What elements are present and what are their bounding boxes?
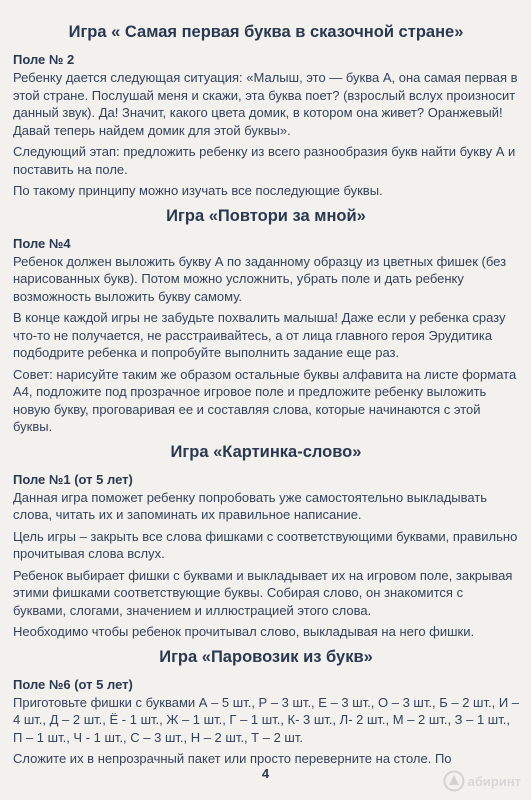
paragraph: Следующий этап: предложить ребенку из всего разнообразия букв найти букву А и поставить на поле. bbox=[13, 144, 516, 177]
paragraph: Совет: нарисуйте таким же образом остальные буквы алфавита на листе формата А4, подложите под прозрачное игровое поле и предложите ребенку выложить новую букву, проговаривая ее и составляя слова, которые начинаются с этой буквы. bbox=[13, 366, 517, 434]
field-label: Поле № 2 bbox=[13, 52, 75, 67]
page-number: 4 bbox=[261, 766, 270, 781]
page-content bbox=[13, 22, 519, 768]
paragraph: Ребенку дается следующая ситуация: «Малыш, это — буква А, она самая первая в этой стране. Послушай меня и скажи, эта буква поет? (взрослый вслух произносит данный звук). Да! Значит, какого цвета домик, в котором она живет? Оранжевый! Давай теперь найдем домик для этой буквы». bbox=[13, 70, 518, 138]
watermark-logo bbox=[443, 770, 521, 792]
watermark-text: абиринт bbox=[467, 773, 521, 789]
section-title-letter-train: Игра «Паровозик из букв» bbox=[159, 647, 373, 666]
paragraph: Необходимо чтобы ребенок прочитывал слово, выкладывая на него фишки. bbox=[13, 624, 475, 639]
paragraph: Цель игры – закрыть все слова фишками с соответствующими буквами, правильно прочитывая слова вслух. bbox=[13, 528, 518, 561]
paragraph: Приготовьте фишки с буквами А – 5 шт., Р – 3 шт., Е – 3 шт., О – 3 шт., Б – 2 шт., И – 4 шт., Д – 2 шт., Ё - 1 шт., Ж – 1 шт., Г – 1 шт., К- 3 шт., Л- 2 шт., М – 2 шт., З – 1 шт., П – 1 шт., Ч - 1 шт., С – 3 шт., Н – 2 шт., Т – 2 шт. bbox=[13, 694, 520, 745]
paragraph: По такому принципу можно изучать все последующие буквы. bbox=[13, 183, 383, 198]
paragraph: В конце каждой игры не забудьте похвалить малыша! Даже если у ребенка сразу что-то не получается, не расстраивайтесь, а от лица главного героя Эрудитика подбодрите ребенка и попробуйте выполнить задание еще раз. bbox=[13, 310, 506, 360]
paragraph: Данная игра поможет ребенку попробовать уже самостоятельно выкладывать слова, читать их и запоминать их правильное написание. bbox=[13, 489, 488, 522]
labyrinth-icon bbox=[443, 770, 465, 792]
section-title-repeat-after-me: Игра «Повтори за мной» bbox=[166, 206, 366, 225]
section-title-first-letter: Игра « Самая первая буква в сказочной стране» bbox=[68, 23, 464, 41]
paragraph: Сложите их в непрозрачный пакет или просто переверните на столе. По bbox=[13, 751, 452, 766]
paragraph: Ребенок должен выложить букву А по заданному образцу из цветных фишек (без нарисованных букв). Потом можно усложнить, убрать поле и дать ребенку возможность выложить букву самому. bbox=[13, 253, 507, 304]
paragraph: Ребенок выбирает фишки с буквами и выкладывает их на игровом поле, закрывая этими фишками соответствующие буквы. Собирая слово, он знакомится с буквами, слогами, значением и иллюстрацией этого слова. bbox=[13, 567, 513, 618]
field-label: Поле №6 (от 5 лет) bbox=[13, 676, 133, 692]
field-label: Поле №1 (от 5 лет) bbox=[13, 471, 133, 487]
section-title-picture-word: Игра «Картинка-слово» bbox=[170, 442, 362, 461]
field-label: Поле №4 bbox=[13, 235, 71, 251]
